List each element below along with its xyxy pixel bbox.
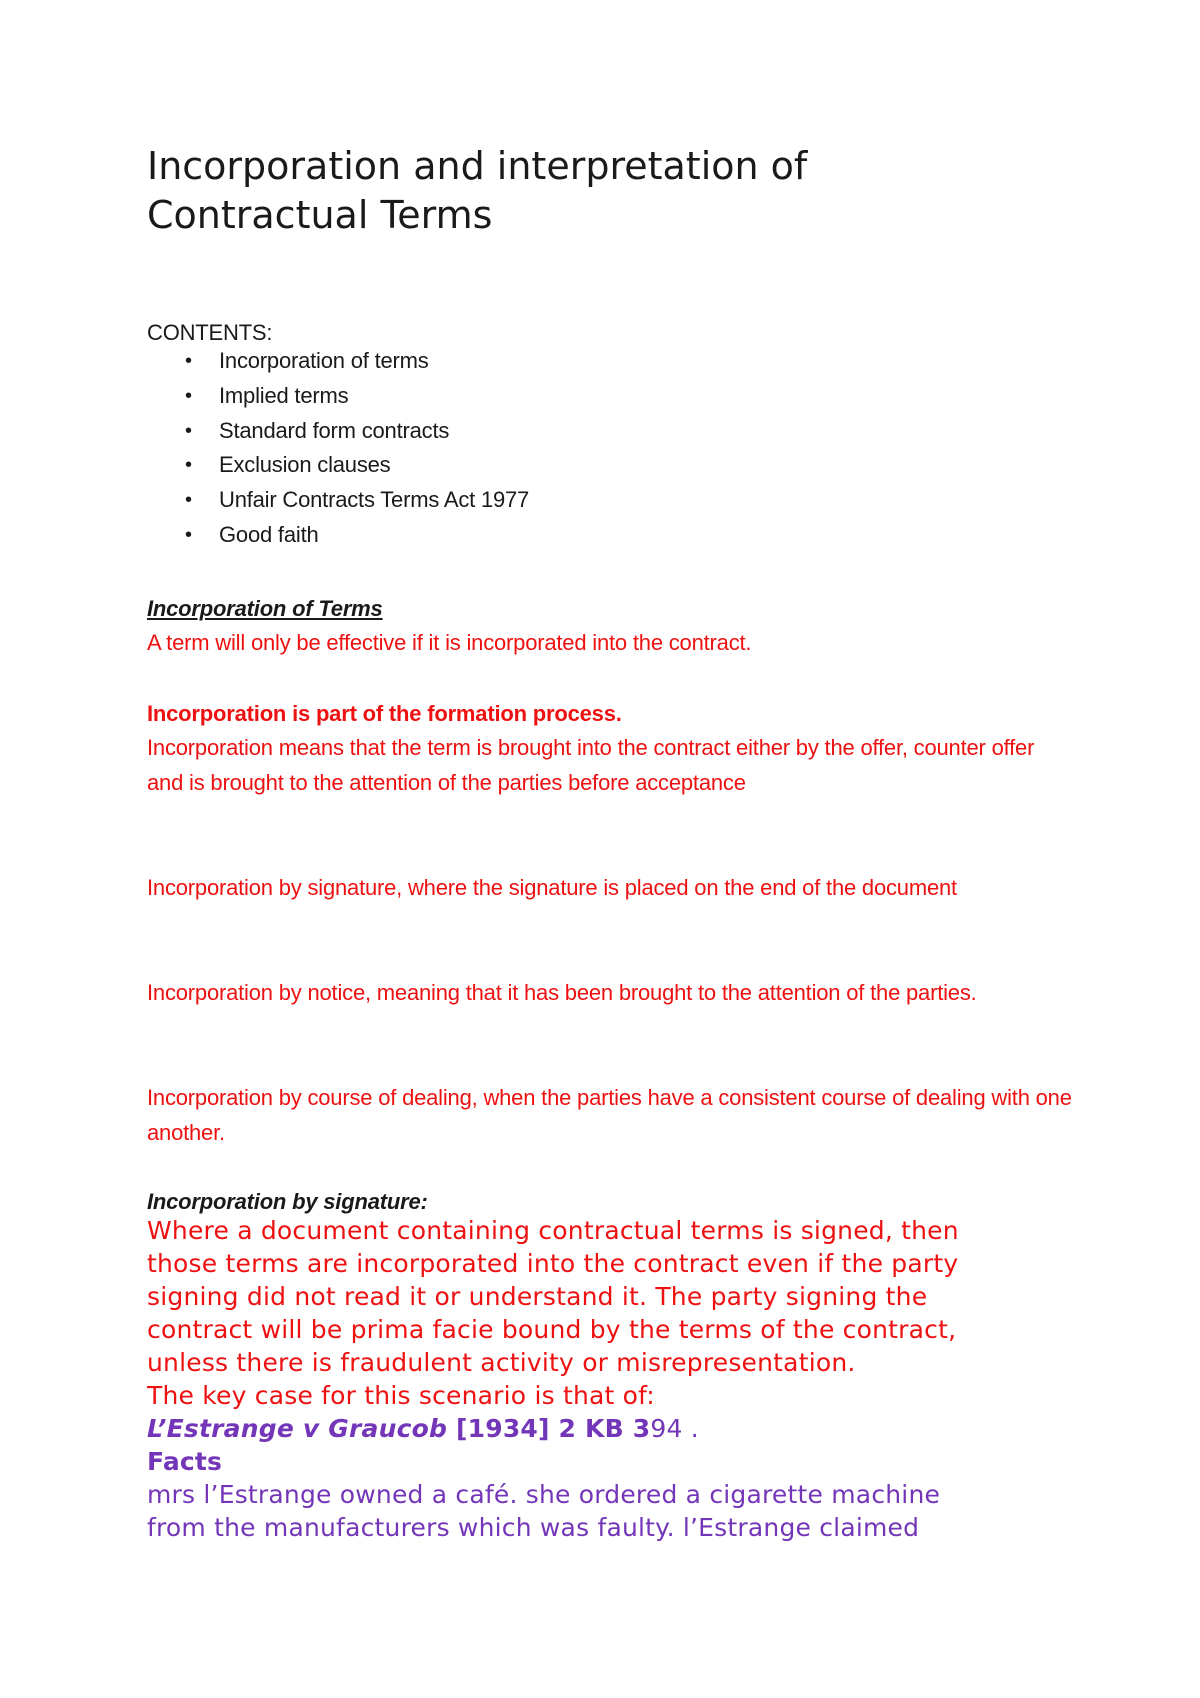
bullet-icon: • (185, 350, 192, 372)
formation-paragraph: Incorporation means that the term is brought into the contract either by the offer, counter offer and is brought to the attention of the parties before acceptance (147, 735, 1035, 795)
title-line-1: Incorporation and interpretation of (147, 144, 808, 188)
title-line-2: Contractual Terms (147, 193, 493, 237)
list-item: • Incorporation of terms (147, 344, 529, 379)
text-line: unless there is fraudulent activity or misrepresentation. (147, 1348, 856, 1377)
bullet-icon: • (185, 384, 192, 407)
case-citation-rest: 94 . (650, 1414, 699, 1443)
signature-paragraph: Incorporation by signature, where the signature is placed on the end of the document (147, 875, 957, 900)
text-line: those terms are incorporated into the contract even if the party (147, 1249, 959, 1278)
bullet-icon: • (185, 489, 192, 512)
text-line: contract will be prima facie bound by the terms of the contract, (147, 1315, 957, 1344)
formation-process-statement: Incorporation is part of the formation process. (147, 701, 622, 726)
bullet-icon: • (185, 454, 192, 477)
section-heading-incorporation-of-terms: Incorporation of Terms (147, 596, 383, 621)
contents-list (147, 344, 529, 553)
list-item: • Standard form contracts (147, 414, 529, 449)
text-line: Where a document containing contractual terms is signed, then (147, 1216, 959, 1245)
text-line: signing did not read it or understand it. The party signing the (147, 1282, 928, 1311)
list-item: • Exclusion clauses (147, 448, 529, 483)
list-item: • Good faith (147, 518, 529, 553)
list-item: • Implied terms (147, 379, 529, 414)
contents-label: CONTENTS: (147, 320, 273, 345)
bullet-icon: • (185, 419, 192, 442)
case-reference (147, 1412, 1107, 1445)
facts-heading: Facts (147, 1447, 223, 1476)
list-item: • Unfair Contracts Terms Act 1977 (147, 483, 529, 518)
course-of-dealing-paragraph: Incorporation by course of dealing, when the parties have a consistent course of dealing with one another. (147, 1085, 1072, 1145)
section-intro-paragraph: A term will only be effective if it is incorporated into the contract. (147, 630, 752, 655)
facts-text (147, 1478, 1107, 1544)
document-title (147, 142, 1107, 240)
text-line: mrs l’Estrange owned a café. she ordered a cigarette machine (147, 1480, 941, 1509)
case-citation-bold: [1934] 2 KB 3 (447, 1414, 651, 1443)
section-heading-incorporation-by-signature: Incorporation by signature: (147, 1189, 428, 1214)
case-name: L’Estrange v Graucob (147, 1414, 448, 1443)
bullet-icon: • (185, 523, 192, 546)
text-line: The key case for this scenario is that of: (147, 1381, 655, 1410)
text-line: from the manufacturers which was faulty. l’Estrange claimed (147, 1513, 920, 1542)
signature-rule-text (147, 1214, 1107, 1412)
notice-paragraph: Incorporation by notice, meaning that it has been brought to the attention of the parties. (147, 980, 977, 1005)
